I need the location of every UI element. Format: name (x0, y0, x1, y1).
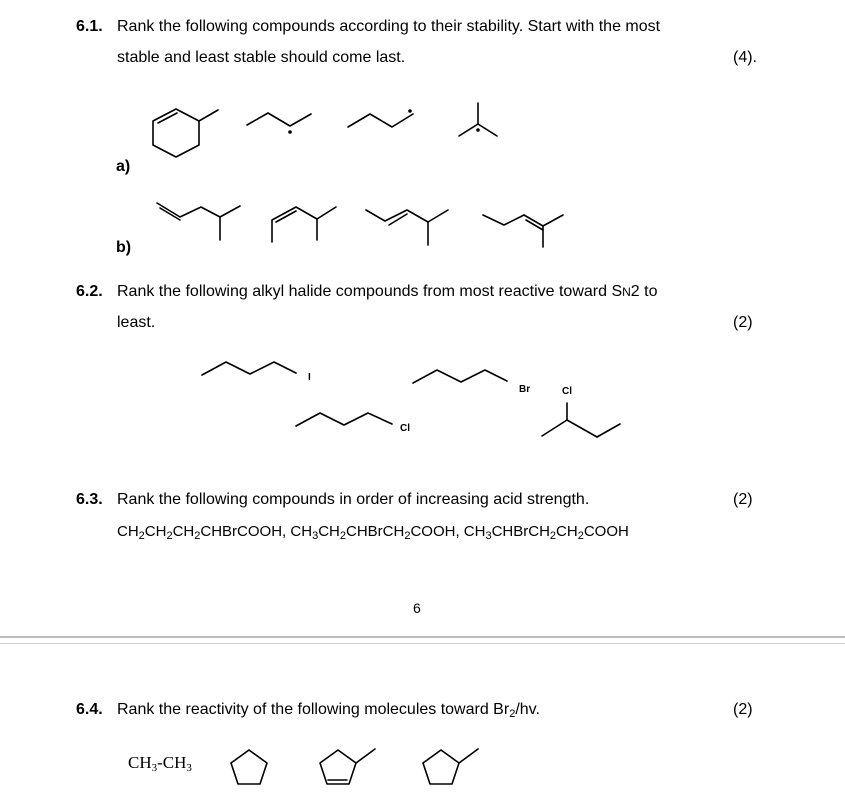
q62-text-line1-pre: Rank the following alkyl halide compounds from most reactive toward S (117, 283, 623, 300)
atom-cl-1: Cl (400, 423, 410, 434)
q63-compounds: $CH_2CH_2CH_2CHBrCOOH$, $CH_3CH_2CHBrCH_2COOH$, $CH_3CHBrCH_2CH_2COOH$ (117, 523, 629, 542)
q61-text-line2: stable and least stable should come last. (117, 49, 406, 66)
q61-marks: (4). (733, 49, 757, 66)
page-number: 6 (413, 600, 421, 616)
q64-text-line1: Rank the reactivity of the following molecules toward $Br_2/hv$. (117, 701, 540, 720)
methylcyclopentane-structure (423, 749, 478, 784)
q64-marks: (2) (733, 701, 753, 718)
q61-number: 6.1. (76, 18, 103, 35)
q61-label-a: a) (116, 158, 131, 175)
q62-text-line1-post: 2 to (630, 283, 658, 300)
q62-marks: (2) (733, 314, 753, 331)
q63-text-line1: Rank the following compounds in order of increasing acid strength. (117, 491, 590, 508)
q63-marks: (2) (733, 491, 753, 508)
ethane-label: $CH_3-CH_3$ (128, 753, 192, 774)
atom-br: Br (519, 384, 531, 395)
atom-i: I (308, 372, 311, 383)
q64-number: 6.4. (76, 701, 103, 718)
q62-text-line2: least. (117, 314, 156, 331)
q62-number: 6.2. (76, 283, 103, 300)
q61-text-line1: Rank the following compounds according to their stability. Start with the most (117, 18, 661, 35)
atom-cl-2: Cl (562, 386, 572, 397)
q63-number: 6.3. (76, 491, 103, 508)
q62-sn-subscript: N (622, 285, 631, 299)
methylcyclopentene-structure (320, 749, 375, 784)
q61-label-b: b) (116, 239, 132, 256)
cyclopentane-structure (231, 750, 267, 784)
